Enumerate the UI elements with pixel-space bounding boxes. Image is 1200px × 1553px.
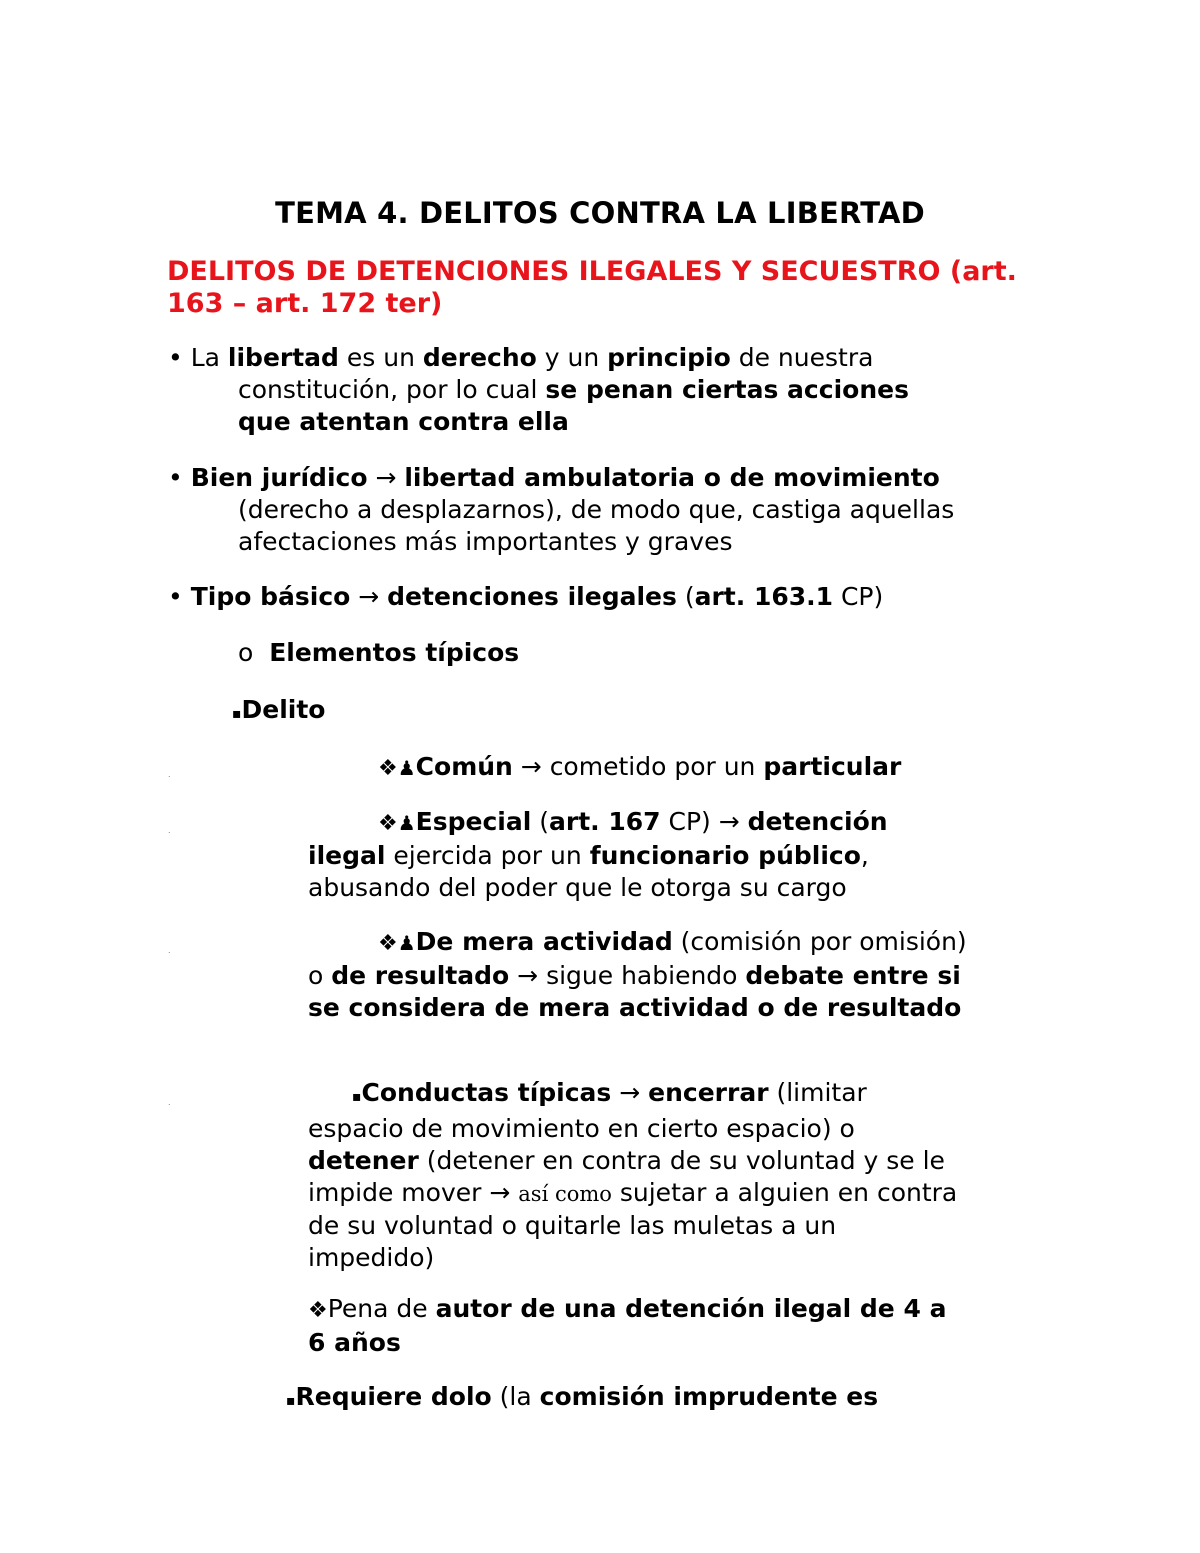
small-square-bullet-icon: ▪ <box>352 1089 362 1105</box>
pawn-icon: ♟ <box>397 931 416 955</box>
page-title: TEMA 4. DELITOS CONTRA LA LIBERTAD <box>275 196 925 230</box>
item-especial: ❖♟Especial (art. 167 CP) → detención ilegal ejercida por un funcionario público, abusando del poder que le otorga su cargo <box>308 807 888 902</box>
bullet-tipo-basico: • Tipo básico → detenciones ilegales (art. 163.1 CP) <box>168 582 884 611</box>
bullet-bien-juridico: • Bien jurídico → libertad ambulatoria o de movimiento (derecho a desplazarnos), de modo que, castiga aquellas afectaciones más importantes y graves <box>168 463 955 556</box>
small-square-bullet-icon: ▪ <box>232 706 242 722</box>
pawn-icon: ♟ <box>397 811 416 835</box>
pawn-icon: ♟ <box>397 756 416 780</box>
item-comun: ❖♟Común → cometido por un particular <box>378 752 902 781</box>
section-heading-line2: 163 – art. 172 ter) <box>167 288 443 319</box>
margin-dot: . <box>168 770 171 779</box>
item-pena: ❖Pena de autor de una detención ilegal de 4 a 6 años <box>308 1294 947 1357</box>
margin-dot: . <box>168 946 171 955</box>
margin-dot: . <box>168 826 171 835</box>
bullet-icon: • <box>168 343 183 372</box>
bullet-libertad: • La libertad es un derecho y un principio de nuestra constitución, por lo cual se penan ciertas acciones que atentan contra ella <box>168 343 909 436</box>
diamond-icon: ❖ <box>378 811 398 836</box>
diamond-icon: ❖ <box>378 756 398 781</box>
diamond-icon: ❖ <box>308 1298 328 1323</box>
item-delito: ▪Delito <box>232 695 326 724</box>
margin-dot: . <box>168 1098 171 1107</box>
item-mera-actividad: ❖♟De mera actividad (comisión por omisión) o de resultado → sigue habiendo debate entre si se considera de mera actividad o de resultado <box>308 927 967 1022</box>
subitem-elementos-tipicos: o Elementos típicos <box>238 638 520 667</box>
bullet-icon: • <box>168 463 183 492</box>
circle-bullet-icon: o <box>238 638 254 667</box>
bullet-icon: • <box>168 582 183 611</box>
section-heading-line1: DELITOS DE DETENCIONES ILEGALES Y SECUESTRO (art. <box>167 256 1017 287</box>
item-requiere-dolo: ▪Requiere dolo (la comisión imprudente es <box>286 1382 879 1411</box>
small-square-bullet-icon: ▪ <box>286 1393 296 1409</box>
diamond-icon: ❖ <box>378 931 398 956</box>
item-conductas-tipicas: ▪Conductas típicas → encerrar (limitar espacio de movimiento en cierto espacio) o detener (detener en contra de su voluntad y se le impide mover → así como sujetar a alguien en contra de su voluntad o quitarle las muletas a un impedido) <box>308 1078 958 1272</box>
section-heading <box>167 256 1017 320</box>
